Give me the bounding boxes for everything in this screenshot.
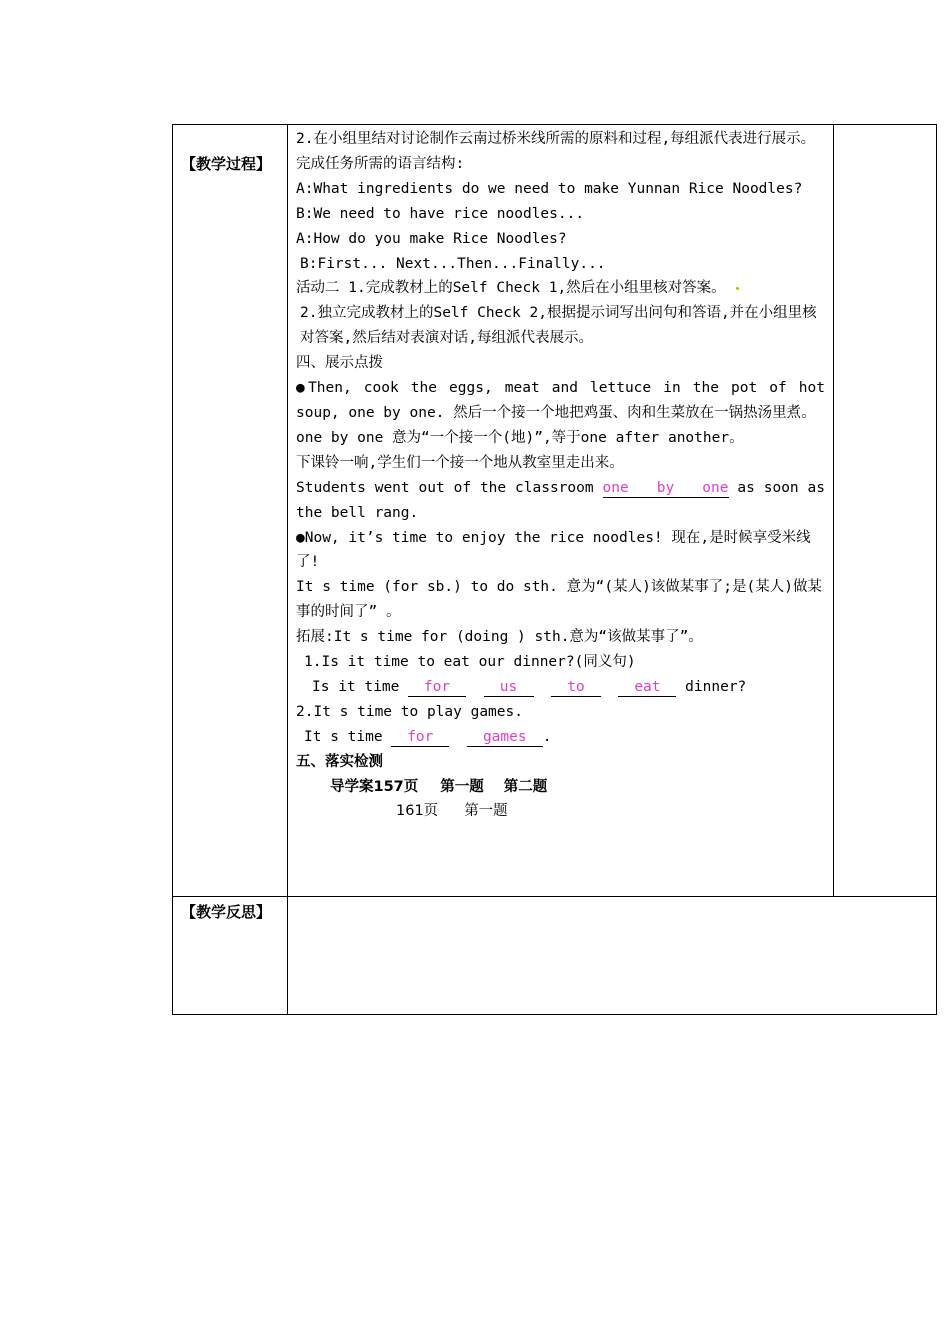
sentence-start: Is it time [312, 678, 409, 695]
side-cell [834, 125, 937, 897]
fill-blank-line [296, 476, 825, 501]
text-line: It s time (for sb.) to do sth. 意为“(某人)该做某事了;是(某人)做某事的时间了” 。 [296, 579, 822, 621]
text-line: B:First... Next...Then...Finally... [300, 255, 606, 272]
activity-two-text: 活动二 1.完成教材上的Self Check 1,然后在小组里核对答案。 [296, 280, 726, 297]
text-line: A:How do you make Rice Noodles? [296, 230, 567, 247]
answer-blank: for [391, 729, 449, 747]
process-content-cell [288, 125, 834, 897]
task-item: 第一题 [464, 803, 508, 820]
answer-blank: for [408, 679, 466, 697]
task-item: 第二题 [503, 778, 548, 795]
reflection-label-cell [173, 897, 288, 1015]
fill-blank-line [296, 675, 825, 700]
section-heading: 四、展示点拨 [296, 355, 383, 372]
text-line: A:What ingredients do we need to make Yunnan Rice Noodles? [296, 180, 803, 197]
sentence-end: as soon as [728, 479, 826, 496]
answer-blank: us [484, 679, 534, 697]
answer-blank: to [551, 679, 601, 697]
task-item: 导学案157页 [330, 778, 419, 795]
text-line [296, 276, 825, 301]
text-line: 2.独立完成教材上的Self Check 2,根据提示词写出问句和答语,并在小组里核对答案,然后结对表演对话,每组派代表展示。 [300, 305, 817, 347]
task-line [296, 775, 825, 800]
answer-blank: one by one [602, 479, 729, 496]
text-line: 2.It s time to play games. [296, 703, 523, 720]
text-line: 下课铃一响,学生们一个接一个地从教室里走出来。 [296, 454, 624, 471]
text-line: 完成任务所需的语言结构: [296, 155, 465, 172]
reflection-label: 【教学反思】 [181, 903, 272, 921]
text-line: ●Now, it’s time to enjoy the rice noodles! 现在,是时候享受米线了! [296, 529, 811, 571]
sentence-start: Students went out of the classroom [296, 479, 603, 496]
fill-blank-line [296, 725, 825, 750]
lesson-table [172, 124, 937, 1015]
dot-mark [736, 287, 739, 290]
sentence-start: It s time [304, 728, 392, 745]
task-item: 161页 [396, 803, 439, 820]
answer-blank: games [467, 729, 543, 747]
task-item: 第一题 [440, 778, 484, 795]
answer-blank: eat [618, 679, 676, 697]
text-line: the bell rang. [296, 504, 419, 521]
sentence-end: . [542, 728, 552, 745]
task-line [296, 799, 825, 824]
text-line: B:We need to have rice noodles... [296, 205, 585, 222]
process-content [288, 125, 833, 844]
text-line: 拓展:It s time for (doing ) sth.意为“该做某事了”。 [296, 629, 703, 646]
section-heading: 五、落实检测 [296, 753, 383, 770]
text-line: ●Then, cook the eggs, meat and lettuce in the pot of hot soup, one by one. 然后一个接一个地把鸡蛋、肉和生菜放在一锅热汤里煮。 [296, 380, 825, 421]
text-line: 1.Is it time to eat our dinner?(同义句) [304, 654, 636, 671]
process-row [173, 125, 937, 897]
process-label: 【教学过程】 [181, 155, 272, 173]
process-label-cell [173, 125, 288, 897]
reflection-content-cell [288, 897, 937, 1015]
text-line: 2.在小组里结对讨论制作云南过桥米线所需的原料和过程,每组派代表进行展示。 [296, 131, 816, 147]
sentence-end: dinner? [676, 678, 747, 695]
reflection-row [173, 897, 937, 1015]
text-line: one by one 意为“一个接一个(地)”,等于one after another。 [296, 429, 744, 446]
